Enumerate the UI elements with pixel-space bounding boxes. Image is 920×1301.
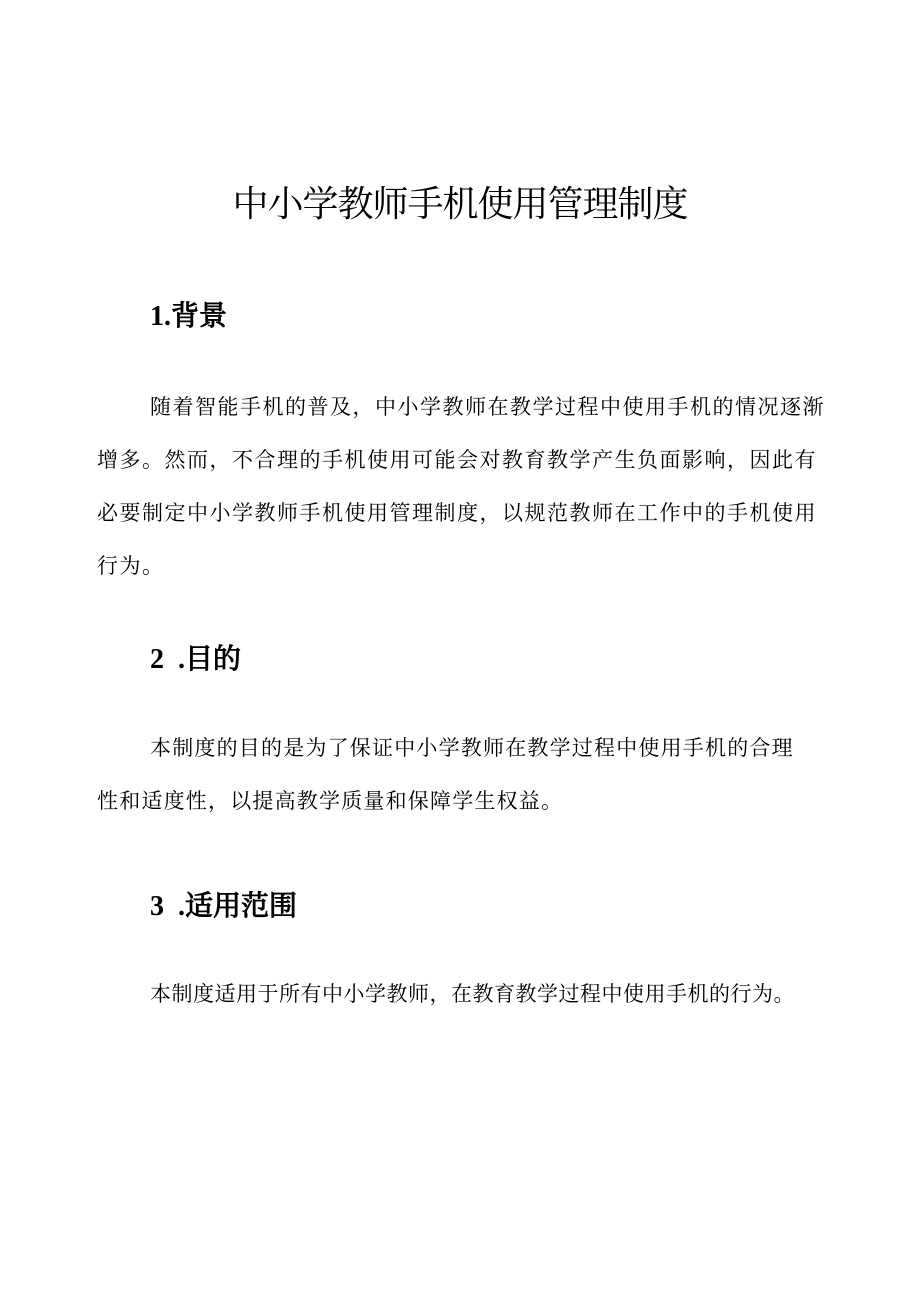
document-title: 中小学教师手机使用管理制度: [232, 184, 688, 225]
section-heading-text: 目的: [185, 642, 242, 675]
section-body-scope: 本制度适用于所有中小学教师，在教育教学过程中使用手机的行为。: [150, 982, 795, 1006]
section-heading-text: 背景: [171, 299, 228, 332]
section-number: 3 .: [150, 891, 185, 922]
section-number: 1.: [150, 301, 171, 332]
section-number: 2 .: [150, 644, 185, 675]
section-heading-scope: [150, 884, 297, 924]
section-heading-purpose: [150, 637, 241, 677]
section-body-purpose: 本制度的目的是为了保证中小学教师在教学过程中使用手机的合理性和适度性，以提高教学质量和保障学生权益。: [97, 736, 794, 813]
section-heading-text: 适用范围: [185, 889, 298, 922]
section-heading-background: [150, 294, 227, 334]
section-body-background: 随着智能手机的普及，中小学教师在教学过程中使用手机的情况逐渐增多。然而，不合理的手机使用可能会对教育教学产生负面影响，因此有必要制定中小学教师手机使用管理制度，以规范教师在工作中的手机使用行为。: [97, 395, 825, 578]
